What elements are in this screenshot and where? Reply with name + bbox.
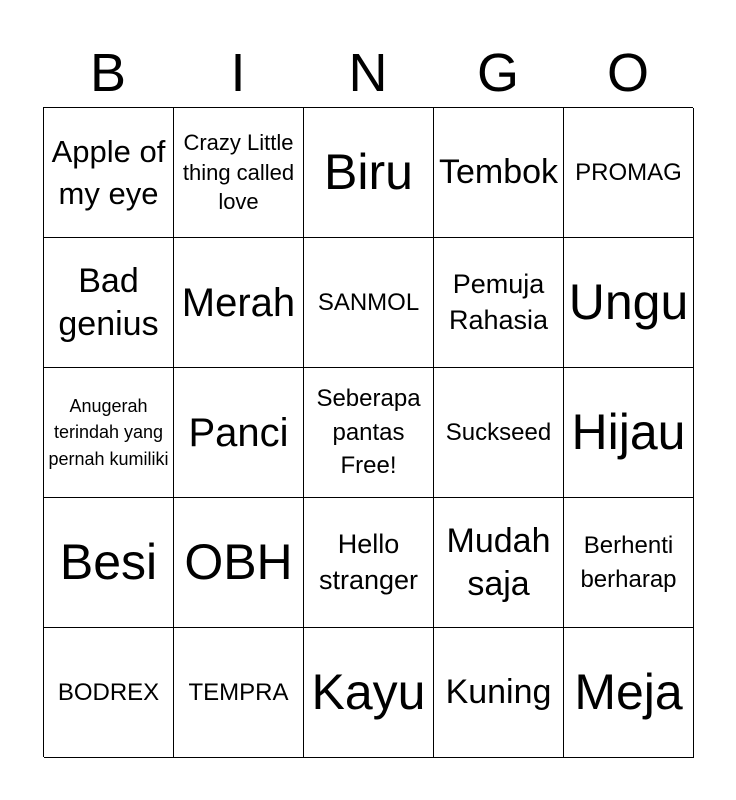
cell-text: Tembok <box>438 153 559 192</box>
cell-text: Seberapa pantas Free! <box>316 385 421 480</box>
bingo-cell[interactable] <box>434 498 564 628</box>
bingo-cell[interactable] <box>44 108 174 238</box>
header-letter-i: I <box>230 43 246 103</box>
bingo-cell[interactable] <box>564 108 694 238</box>
bingo-cell[interactable] <box>304 498 434 628</box>
bingo-cell[interactable] <box>44 628 174 758</box>
cell-text: OBH <box>184 534 293 590</box>
bingo-cell[interactable] <box>434 238 564 368</box>
bingo-cell[interactable] <box>434 368 564 498</box>
bingo-cell[interactable] <box>304 238 434 368</box>
cell-text: Panci <box>188 410 289 455</box>
cell-text: Kuning <box>445 673 552 712</box>
cell-text: Mudah saja <box>446 522 551 603</box>
cell-text: Kayu <box>311 664 426 720</box>
bingo-cell[interactable] <box>564 368 694 498</box>
cell-text: TEMPRA <box>188 678 289 706</box>
cell-text: Crazy Little thing called love <box>182 129 295 215</box>
bingo-cell[interactable] <box>564 238 694 368</box>
cell-text: Bad genius <box>58 262 159 343</box>
cell-text: Besi <box>59 534 158 590</box>
bingo-cell[interactable] <box>434 628 564 758</box>
bingo-cell[interactable] <box>174 628 304 758</box>
cell-text: Berhenti berharap <box>580 531 677 593</box>
cell-text: BODREX <box>57 678 160 706</box>
cell-text: Hello stranger <box>318 529 419 595</box>
cell-text: Meja <box>574 664 683 720</box>
bingo-cell[interactable] <box>174 108 304 238</box>
bingo-cell[interactable] <box>304 108 434 238</box>
bingo-cell[interactable] <box>304 628 434 758</box>
bingo-cell[interactable] <box>174 368 304 498</box>
bingo-cell[interactable] <box>564 628 694 758</box>
bingo-cell[interactable] <box>304 368 434 498</box>
header-letter-o: O <box>606 43 649 103</box>
bingo-cell[interactable] <box>44 368 174 498</box>
cell-text: Biru <box>324 144 413 200</box>
bingo-cell[interactable] <box>44 498 174 628</box>
bingo-header <box>43 40 693 106</box>
cell-text: Hijau <box>571 404 686 460</box>
cell-text: Ungu <box>568 274 689 330</box>
cell-text: PROMAG <box>575 158 682 186</box>
bingo-cell[interactable] <box>434 108 564 238</box>
bingo-cell[interactable] <box>174 498 304 628</box>
bingo-cell[interactable] <box>174 238 304 368</box>
bingo-cell[interactable] <box>44 238 174 368</box>
header-letter-n: N <box>348 43 388 103</box>
cell-text: Merah <box>181 280 296 325</box>
bingo-cell[interactable] <box>564 498 694 628</box>
header-letter-g: G <box>476 43 519 103</box>
header-letter-b: B <box>89 43 127 103</box>
cell-text: Suckseed <box>445 418 552 446</box>
bingo-grid <box>43 107 693 757</box>
cell-text: Anugerah terindah yang pernah kumiliki <box>48 396 169 469</box>
cell-text: SANMOL <box>317 288 420 316</box>
cell-text: Apple of my eye <box>51 133 166 211</box>
cell-text: Pemuja Rahasia <box>448 269 549 335</box>
